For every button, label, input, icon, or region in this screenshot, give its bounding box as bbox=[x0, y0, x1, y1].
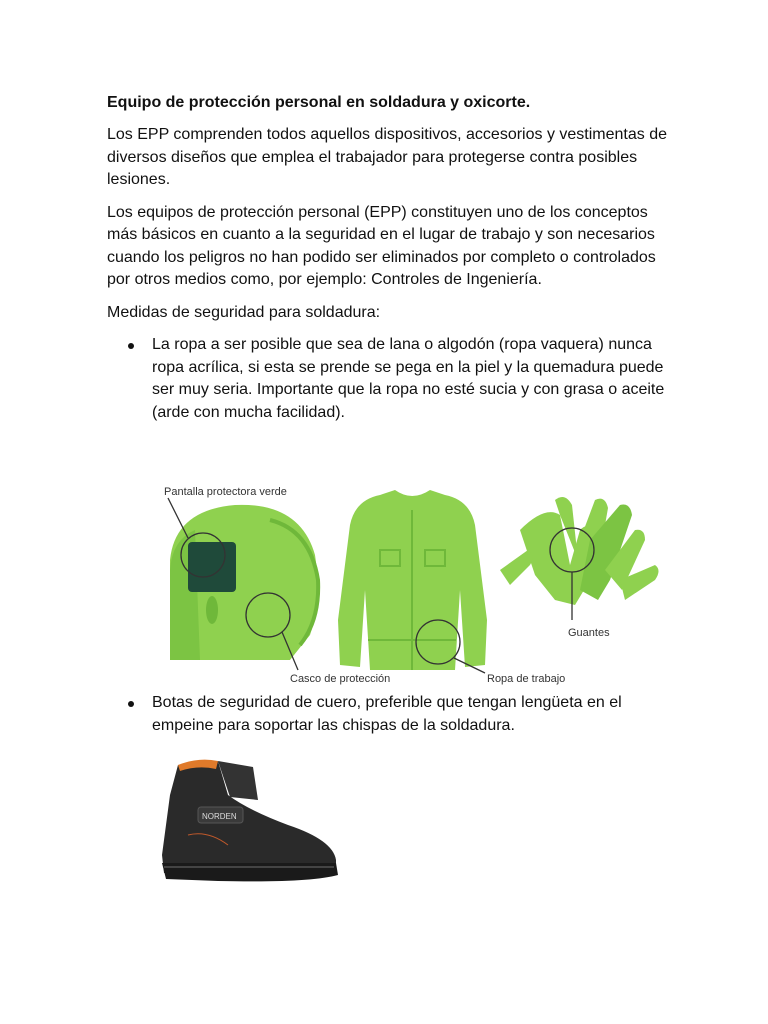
paragraph-epp: Los equipos de protección personal (EPP) constituyen uno de los conceptos más básicos en cuanto a la seguridad en el lugar de trabajo y son necesarios cuando los peligros no han podido ser eliminados por completo o controlados por otros medios como, por ejemplo: Controles de Ingeniería. bbox=[107, 203, 656, 288]
document-body-continued bbox=[107, 692, 667, 747]
safety-boot-image bbox=[158, 755, 348, 890]
label-jacket: Ropa de trabajo bbox=[487, 673, 566, 685]
visor-lens bbox=[188, 542, 236, 592]
paragraph-measures: Medidas de seguridad para soldadura: bbox=[107, 303, 381, 321]
bullet-item-clothing bbox=[107, 334, 667, 424]
boot-brand-label: NORDEN bbox=[202, 812, 237, 821]
bullet-list-1 bbox=[107, 334, 667, 424]
bullet-icon bbox=[128, 701, 134, 707]
figure-boot bbox=[158, 755, 348, 890]
bullet-text-boots: Botas de seguridad de cuero, preferible que tengan lengüeta en el empeine para soportar las chispas de la soldadura. bbox=[152, 694, 622, 734]
work-jacket-image bbox=[338, 490, 487, 670]
document-title: Equipo de protección personal en soldadura y oxicorte. bbox=[107, 94, 531, 111]
bullet-icon bbox=[128, 343, 134, 349]
bullet-list-2 bbox=[107, 692, 667, 737]
label-helmet: Casco de protección bbox=[290, 673, 391, 685]
bullet-text-clothing: La ropa a ser posible que sea de lana o algodón (ropa vaquera) nunca ropa acrílica, si esta se prende se pega en la piel y la quemadura puede ser muy seria. Importante que la ropa no esté sucia y con grasa o aceite (arde con mucha facilidad). bbox=[152, 336, 665, 421]
paragraph-intro: Los EPP comprenden todos aquellos dispositivos, accesorios y vestimentas de diversos diseños que emplea el trabajador para protegerse contra posibles lesiones. bbox=[107, 126, 668, 188]
welding-helmet-image bbox=[170, 505, 318, 660]
gloves-image bbox=[500, 497, 659, 605]
label-gloves: Guantes bbox=[568, 627, 610, 639]
figure-equipment bbox=[150, 470, 660, 690]
equipment-illustration bbox=[150, 470, 660, 690]
bullet-item-boots bbox=[107, 692, 667, 737]
document-body bbox=[107, 92, 667, 434]
label-visor: Pantalla protectora verde bbox=[164, 486, 287, 498]
